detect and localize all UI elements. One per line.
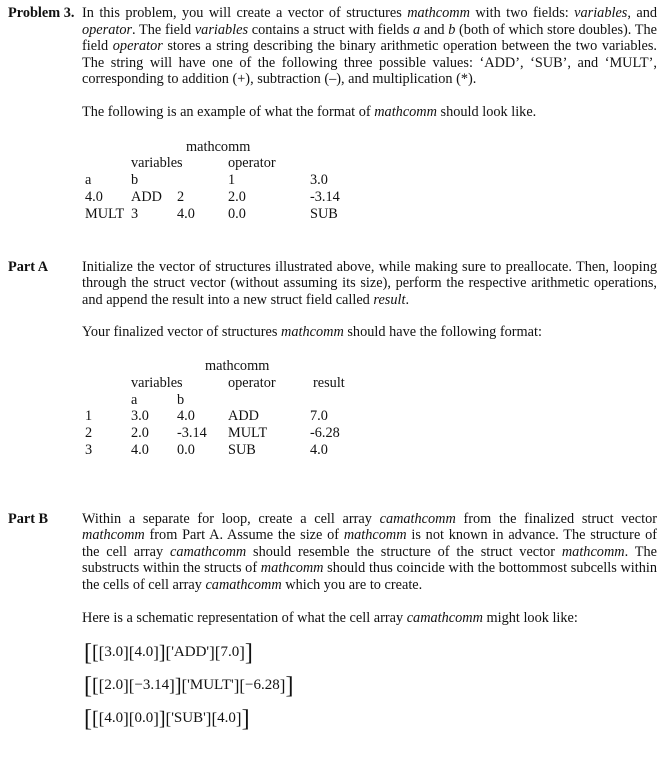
cell-a: 2.0 — [131, 425, 149, 442]
text-run: should resemble the structure of the struct vector — [246, 543, 562, 560]
text-run: Your finalized vector of structures — [82, 324, 282, 341]
bracket: [ — [128, 676, 135, 696]
text-run: should look like. — [436, 103, 537, 120]
italic-term: camathcomm — [205, 577, 282, 594]
text-run: contains a struct with fields — [248, 21, 414, 38]
bracket: [ — [98, 676, 105, 696]
problem-label: Problem 3. — [8, 5, 75, 21]
row-index: 1 — [228, 172, 236, 189]
italic-term: mathcomm — [343, 527, 407, 544]
bracket: [ — [165, 643, 172, 663]
italic-term: mathcomm — [281, 324, 344, 341]
table-title: mathcomm — [186, 138, 251, 155]
problem-paragraph — [82, 5, 657, 88]
bracket: ] — [123, 676, 129, 696]
cell-row — [84, 702, 657, 735]
cell-operator: ADD — [228, 408, 259, 425]
header-variables: variables — [131, 155, 183, 172]
cell-b: -3.14 — [177, 425, 207, 442]
bracket: ] — [169, 676, 175, 696]
bracket: ] — [158, 641, 166, 664]
cell-a: 4.0 — [177, 205, 195, 222]
cell-result: 4.0 — [310, 441, 328, 458]
bracket: [ — [211, 709, 218, 729]
italic-term: mathcomm — [561, 543, 625, 560]
italic-term: result — [373, 291, 406, 308]
text-run: is not known in advance. The structure of the cell array — [82, 527, 657, 560]
text-run: Within a separate for loop, create a cell array — [82, 510, 380, 527]
cell-operator: MULT — [85, 205, 125, 222]
bracket: ] — [209, 643, 215, 663]
text-run: might look like: — [482, 609, 578, 626]
cell-value: 4.0 — [134, 644, 154, 661]
text-run: stores a string describing the binary arithmetic operation between the two variables. The string will have one of the following three possible values: ‘ADD’, ‘SUB’, and ‘MULT’, corresponding to addition (+), subtraction (–), and multiplication (*). — [82, 38, 657, 88]
cell-operator: MULT — [228, 425, 268, 442]
cell-value: 3.0 — [104, 644, 124, 661]
text-run: which you are to create. — [281, 577, 423, 594]
header-operator: operator — [228, 155, 276, 172]
row-index: 1 — [85, 408, 93, 425]
bracket: ] — [233, 676, 240, 696]
cell-row — [84, 636, 657, 669]
row-index: 3 — [85, 441, 93, 458]
italic-term: mathcomm — [374, 103, 437, 120]
text-run: (both of which store doubles). The field — [82, 21, 658, 55]
cell-b: 0.0 — [228, 205, 246, 222]
part-b-paragraph — [82, 511, 657, 594]
italic-term: operator — [112, 38, 163, 55]
bracket: [ — [239, 676, 246, 696]
bracket: [ — [92, 674, 99, 697]
bracket: [ — [92, 707, 99, 730]
bracket: ] — [153, 709, 159, 729]
bracket: ] — [174, 674, 182, 697]
text-run: . The field — [132, 21, 195, 38]
text-run: , and — [627, 5, 657, 21]
bracket: ] — [205, 709, 212, 729]
text-run: Initialize the vector of structures illustrated above, while making sure to preallocate. Then, looping through the struct vector (without assuming its size), perform the respective arithmetic operations, and append the result into a new struct field called — [82, 258, 657, 308]
cell-value: 'SUB' — [171, 710, 206, 727]
cell-operator: SUB — [228, 441, 256, 458]
italic-term: variables — [574, 5, 628, 21]
text-run: In this problem, you will create a vector of structures — [82, 5, 408, 21]
bracket: [ — [98, 643, 105, 663]
part-b-schematic-intro — [82, 610, 657, 627]
text-run: from Part A. Assume the size of — [144, 527, 344, 544]
cell-value: 2.0 — [104, 677, 124, 694]
result-table — [85, 358, 657, 459]
cell-a: 3.0 — [131, 408, 149, 425]
italic-term: mathcomm — [82, 527, 145, 544]
header-result: result — [313, 374, 345, 391]
header-b: b — [131, 172, 139, 189]
cell-value: 'MULT' — [187, 677, 234, 694]
part-a-section — [8, 259, 667, 459]
italic-term: mathcomm — [407, 5, 470, 21]
row-index: 2 — [85, 425, 93, 442]
bracket: [ — [84, 705, 92, 732]
cell-row — [84, 669, 657, 702]
bracket: ] — [123, 643, 129, 663]
cell-b: -3.14 — [310, 188, 340, 205]
cell-value: 4.0 — [104, 710, 124, 727]
bracket: ] — [153, 643, 159, 663]
bracket: ] — [158, 707, 166, 730]
italic-term: mathcomm — [260, 560, 324, 577]
cell-value: −6.28 — [245, 677, 280, 694]
bracket: [ — [92, 641, 99, 664]
bracket: [ — [181, 676, 188, 696]
bracket: [ — [128, 709, 135, 729]
text-run: from the finalized struct vector — [455, 510, 657, 527]
table-title: mathcomm — [205, 357, 270, 374]
cell-operator: SUB — [310, 205, 338, 222]
cell-value: 4.0 — [217, 710, 236, 727]
bracket: [ — [84, 639, 92, 666]
italic-term: variables — [194, 21, 249, 38]
bracket: ] — [123, 709, 129, 729]
italic-term: camathcomm — [406, 609, 483, 626]
header-b: b — [177, 391, 185, 408]
text-run: should have the following format: — [343, 324, 542, 341]
cell-a: 4.0 — [131, 441, 149, 458]
row-index: 2 — [177, 188, 185, 205]
text-run: Here is a schematic representation of what the cell array — [82, 609, 407, 626]
cell-a: 3.0 — [310, 172, 328, 189]
example-table — [85, 139, 657, 223]
cell-result: 7.0 — [310, 408, 328, 425]
bracket: ] — [239, 643, 245, 663]
italic-term: a — [413, 21, 421, 38]
bracket: ] — [285, 672, 294, 699]
cell-value: 0.0 — [134, 710, 154, 727]
cell-value: 7.0 — [220, 644, 240, 661]
italic-term: camathcomm — [379, 510, 456, 527]
italic-term: b — [448, 21, 456, 38]
header-operator: operator — [228, 374, 276, 391]
header-a: a — [131, 391, 138, 408]
bracket: ] — [235, 709, 242, 729]
text-run: . The substructs within the structs of — [82, 543, 657, 577]
cell-b: 4.0 — [177, 408, 195, 425]
text-run: should thus coincide with the bottommost subcells within the cells of cell array — [82, 560, 657, 594]
part-b-section — [8, 511, 667, 736]
part-b-label: Part B — [8, 510, 49, 527]
part-a-format-intro — [82, 324, 657, 341]
cell-b: 0.0 — [177, 441, 195, 458]
part-a-label: Part A — [8, 258, 49, 275]
cell-value: −3.14 — [134, 677, 170, 694]
bracket: [ — [128, 643, 135, 663]
header-a: a — [85, 172, 92, 189]
header-variables: variables — [131, 374, 183, 391]
text-run: and — [420, 21, 449, 38]
bracket: [ — [214, 643, 221, 663]
cell-a: 2.0 — [228, 188, 246, 205]
italic-term: camathcomm — [169, 543, 247, 560]
cell-operator: ADD — [131, 188, 162, 205]
cell-b: 4.0 — [85, 188, 103, 205]
bracket: ] — [279, 676, 286, 696]
text-run: . — [405, 291, 410, 308]
problem-section — [8, 5, 667, 223]
bracket: ] — [244, 639, 253, 666]
bracket: [ — [84, 672, 92, 699]
cell-result: -6.28 — [310, 425, 340, 442]
bracket: [ — [165, 709, 172, 729]
text-run: with two fields: — [469, 5, 575, 21]
bracket: ] — [241, 705, 250, 732]
cell-array-schematic — [84, 636, 657, 735]
cell-value: 'ADD' — [171, 644, 210, 661]
text-run: The following is an example of what the format of — [82, 103, 375, 120]
bracket: [ — [98, 709, 105, 729]
italic-term: operator — [82, 21, 133, 38]
part-a-paragraph — [82, 259, 657, 309]
row-index: 3 — [131, 205, 139, 222]
problem-example-intro — [82, 104, 657, 121]
